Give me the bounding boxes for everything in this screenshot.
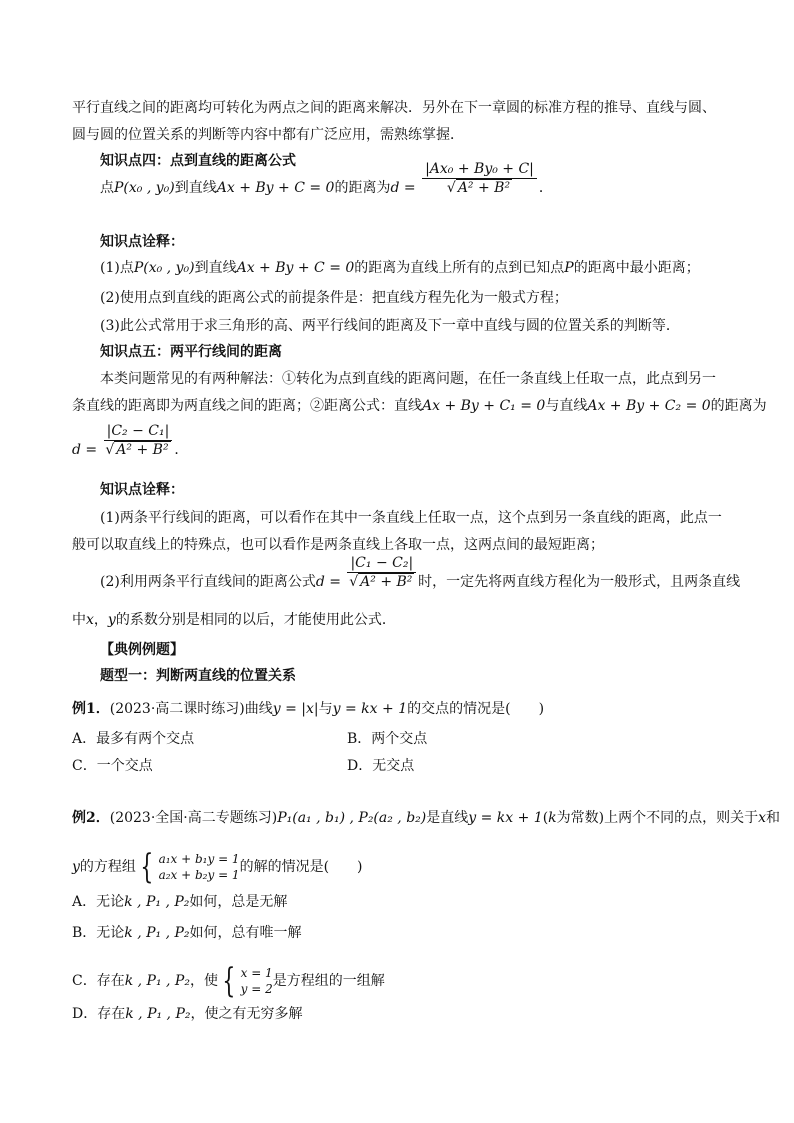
kp4-formula-d: d = (390, 180, 416, 196)
example-2-q-d: 和 (766, 810, 781, 826)
kp4-fraction-denominator: A² + B² (457, 179, 511, 196)
example-2-c-b: ，使 (189, 973, 218, 989)
example-2-c-eq-2: y = 2 (240, 982, 273, 996)
example-2-system (159, 851, 240, 883)
kp5-distance-fraction: $\frac{\text{|C₂ − C₁|}}{\text{√ A² + B²}}$ (104, 422, 173, 459)
example-1-func-2: y = kx + 1 (332, 701, 408, 717)
kp5-note-1-line-1: (1)两条平行线间的距离，可以看作在其中一条直线上任取一点，这个点到另一条直线的距离，此点一 (100, 510, 722, 526)
example-2-c-a: C．存在 (72, 973, 125, 989)
kp5-fraction-numerator: |C₂ − C₁| (104, 422, 173, 441)
kp4-n1-b: 到直线 (194, 260, 237, 276)
kp4-n1-line: Ax + By + C = 0 (236, 260, 355, 276)
kp5-note-2-line-2 (72, 610, 396, 630)
example-2-line: y = kx + 1 (468, 810, 543, 826)
kp4-formula-line: Ax + By + C = 0 (216, 180, 335, 196)
example-2-d-vars: k , P₁ , P₂ (125, 1006, 191, 1022)
kp4-note-title: 知识点诠释： (100, 234, 184, 250)
example-2-option-c (72, 961, 385, 1001)
kp5-n2-denominator: A² + B² (360, 573, 413, 590)
kp4-distance-fraction: $\frac{\text{|Ax₀ + By₀ + C|}}{\text{√ A² + B²}}$ (422, 160, 537, 197)
kp4-n1-P: P (564, 260, 574, 276)
example-1-option-b: B．两个交点 (347, 731, 428, 747)
example-2-a-a: A．无论 (72, 894, 125, 910)
example-1-q-b: 与 (318, 701, 333, 717)
example-2-label: 例2． (72, 810, 110, 826)
example-1-option-c: C．一个交点 (72, 758, 153, 774)
kp5-p2-c: 的距离为 (710, 398, 767, 414)
example-2-q2-a: 的方程组 (79, 859, 136, 875)
example-1-label: 例1． (72, 701, 110, 717)
kp5-p2-line2: Ax + By + C₂ = 0 (587, 398, 711, 414)
kp5-p2-b: 与直线 (545, 398, 588, 414)
kp4-formula-mid2: 的距离为 (334, 180, 391, 196)
example-1-q-c: 的交点的情况是( ) (407, 701, 545, 717)
intro-line-1: 平行直线之间的距离均可转化为两点之间的距离来解决．另外在下一章圆的标准方程的推导、直线与圆、 (72, 100, 716, 116)
kp4-formula-pre: 点 (100, 180, 114, 196)
kp4-n1-a: (1)点 (100, 260, 134, 276)
examples-header: 【典例例题】 (100, 642, 184, 658)
example-2-option-b (72, 923, 302, 943)
example-2-c-c: 是方程组的一组解 (272, 973, 385, 989)
example-2-points: P₁(a₁ , b₁) , P₂(a₂ , b₂) (277, 810, 427, 826)
kp5-n2-l2-a: 中 (72, 612, 86, 628)
kp4-note-2: (2)使用点到直线的距离公式的前提条件是：把直线方程先化为一般式方程； (100, 290, 568, 306)
kp4-note-3: (3)此公式常用于求三角形的高、两平行线间的距离及下一章中直线与圆的位置关系的判断等． (100, 318, 680, 334)
kp5-title: 知识点五：两平行线间的距离 (100, 344, 282, 360)
example-2-y: y (72, 859, 80, 875)
kp5-p2-a: 条直线的距离即为两直线之间的距离；②距离公式：直线 (72, 398, 422, 414)
kp5-d-lhs: d = (72, 442, 98, 458)
examples-type-1: 题型一：判断两直线的位置关系 (100, 668, 296, 684)
example-2-c-system (241, 965, 273, 997)
kp5-n2-l2-b: ， (93, 612, 108, 628)
kp5-p2-line1: Ax + By + C₁ = 0 (422, 398, 546, 414)
example-2-c-eq-1: x = 1 (240, 966, 273, 980)
kp5-n2-x: x (86, 612, 94, 628)
example-1-func-1: y = |x| (272, 701, 319, 717)
example-2-system-eq-2: a₂x + b₂y = 1 (158, 868, 240, 882)
example-2-k: k (548, 810, 557, 826)
kp5-para-2 (72, 396, 767, 416)
example-2-x: x (758, 810, 767, 826)
kp5-para-1: 本类问题常见的有两种解法：①转化为点到直线的距离问题，在任一条直线上任取一点，此点到另一 (100, 371, 716, 387)
example-2-b-b: 如何，总有唯一解 (189, 925, 302, 941)
kp5-n2-d: d = (315, 574, 341, 590)
example-2-d-a: D．存在 (72, 1006, 126, 1022)
example-2-b-vars: k , P₁ , P₂ (124, 925, 190, 941)
example-2-a-b: 如何，总是无解 (189, 894, 288, 910)
kp4-formula-point: P(x₀ , y₀) (114, 180, 175, 196)
example-2-d-b: ，使之有无穷多解 (190, 1006, 303, 1022)
kp4-n1-point: P(x₀ , y₀) (133, 260, 195, 276)
kp4-note-1 (100, 258, 700, 278)
kp5-n2-b: 时，一定先将两直线方程化为一般形式，且两条直线 (418, 574, 741, 590)
kp5-n2-l2-c: 的系数分别是相同的以后，才能使用此公式． (115, 612, 396, 628)
system-brace-icon: { (140, 847, 154, 887)
kp5-n2-y: y (107, 612, 116, 628)
example-1-q-a: 曲线 (244, 701, 273, 717)
example-2-c-vars: k , P₁ , P₂ (124, 973, 190, 989)
kp4-formula-mid: 到直线 (174, 180, 217, 196)
example-2-q-a: 是直线 (426, 810, 469, 826)
kp5-d-end: ． (174, 442, 189, 458)
example-2-q-b: ( (542, 810, 549, 826)
option-c-brace-icon: { (222, 961, 236, 1001)
kp4-fraction-numerator: |Ax₀ + By₀ + C| (422, 160, 537, 179)
kp5-fraction-denominator: A² + B² (116, 441, 169, 458)
example-2-question-line-1 (72, 808, 780, 828)
kp5-note-1-line-2: 般可以取直线上的特殊点，也可以看作是两条直线上各取一点，这两点间的最短距离； (72, 537, 604, 553)
example-1-question (72, 699, 544, 719)
example-2-option-d (72, 1004, 302, 1024)
example-2-option-a (72, 892, 287, 912)
kp4-n1-d: 的距离中最小距离； (573, 260, 700, 276)
kp5-distance-formula (72, 422, 189, 460)
kp5-n2-fraction: $\frac{\text{|C₁ − C₂|}}{\text{√ A² + B²}}$ (347, 554, 416, 591)
kp5-note-2 (100, 554, 741, 592)
example-2-b-a: B．无论 (72, 925, 125, 941)
example-2-system-eq-1: a₁x + b₁y = 1 (158, 852, 240, 866)
kp4-title: 知识点四：点到直线的距离公式 (100, 153, 296, 169)
example-1-option-d: D．无交点 (347, 758, 415, 774)
kp4-n1-c: 的距离为直线上所有的点到已知点 (354, 260, 565, 276)
kp5-n2-a: (2)利用两条平行直线间的距离公式 (100, 574, 316, 590)
kp5-n2-numerator: |C₁ − C₂| (347, 554, 416, 573)
kp5-note-title: 知识点诠释： (100, 482, 184, 498)
intro-line-2: 圆与圆的位置关系的判断等内容中都有广泛应用，需熟练掌握． (72, 127, 464, 143)
kp4-formula-end: ． (538, 180, 553, 196)
example-2-a-vars: k , P₁ , P₂ (124, 894, 190, 910)
example-2-source: (2023·全国·高二专题练习) (109, 810, 278, 826)
example-2-q2-b: 的解的情况是( ) (239, 859, 363, 875)
example-2-q-c: 为常数)上两个不同的点，则关于 (556, 810, 759, 826)
example-1-source: (2023·高二课时练习) (109, 701, 245, 717)
example-2-question-line-2 (72, 847, 363, 887)
example-1-option-a: A．最多有两个交点 (72, 731, 195, 747)
